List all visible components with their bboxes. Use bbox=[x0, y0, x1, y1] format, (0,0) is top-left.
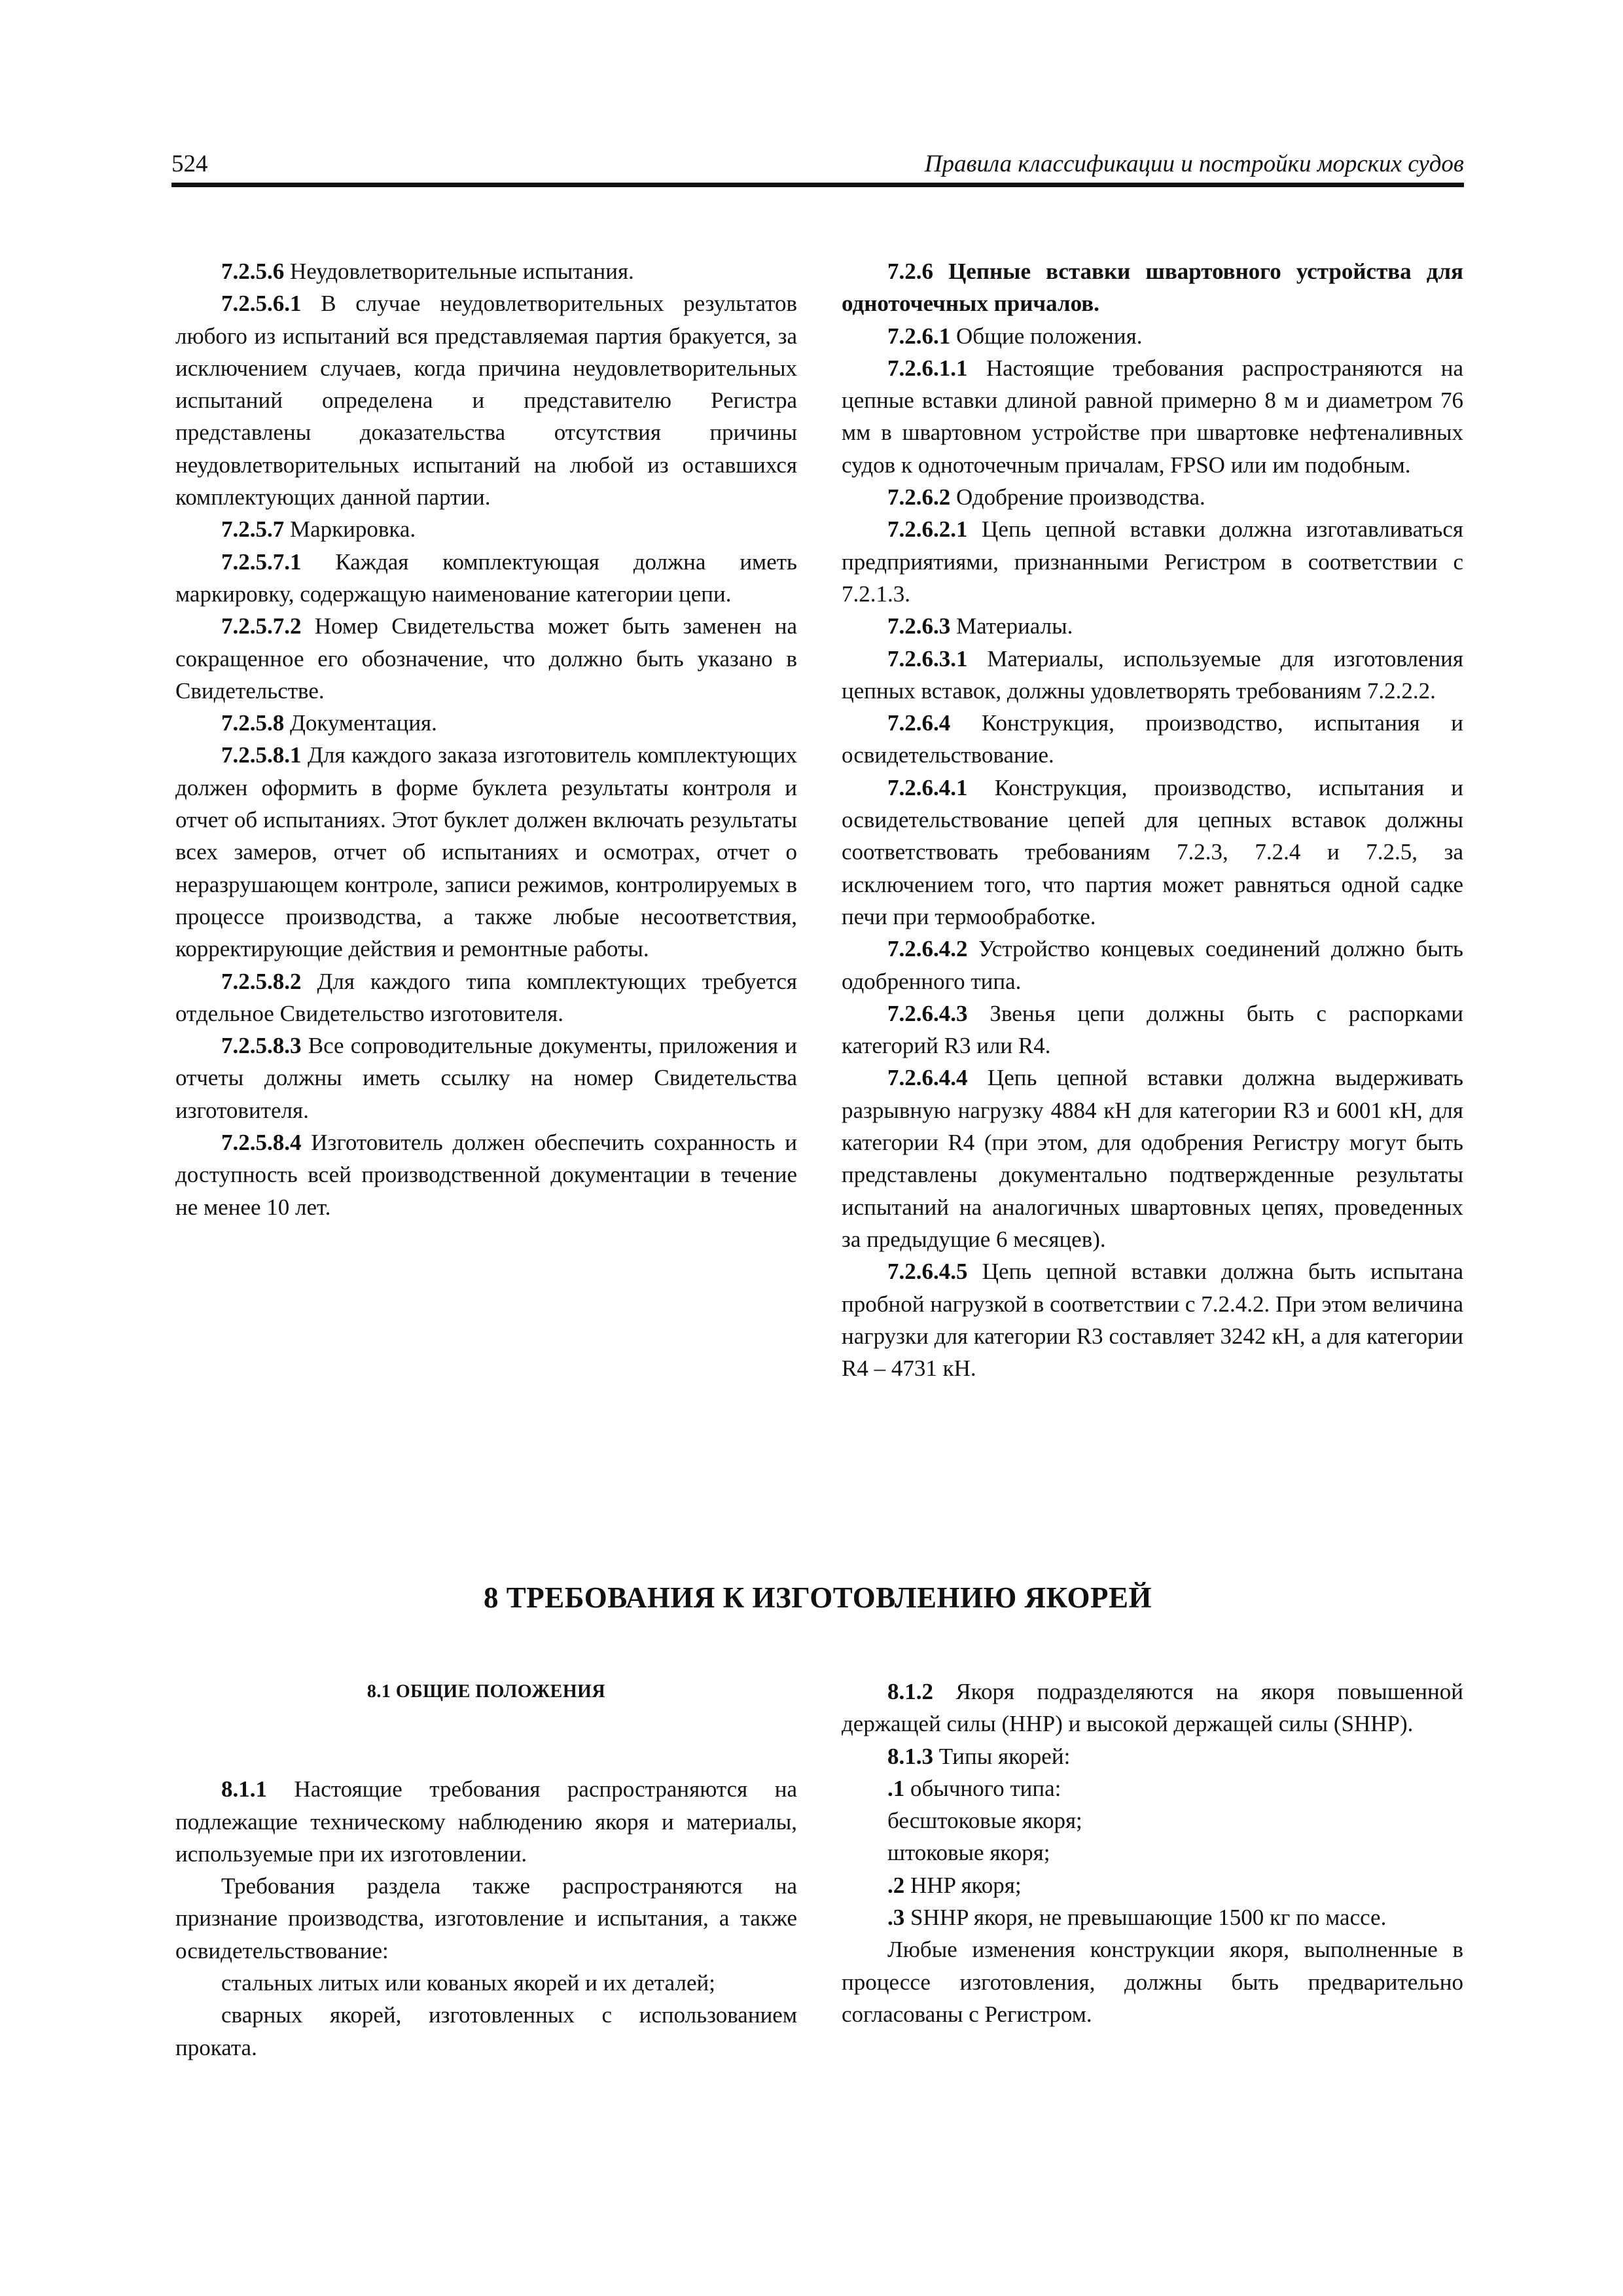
clause-number: 7.2.6.2.1 bbox=[887, 516, 968, 543]
paragraph bbox=[842, 320, 1463, 352]
left-column-top bbox=[175, 255, 797, 1223]
paragraph bbox=[175, 1126, 797, 1223]
paragraph-text: Номер Свидетельства может быть заменен на сокращенное его обозначение, что должно быть указано в Свидетельстве. bbox=[175, 613, 797, 704]
paragraph bbox=[175, 1870, 797, 1967]
clause-number: .3 bbox=[887, 1905, 905, 1931]
paragraph bbox=[842, 1901, 1463, 1933]
paragraph bbox=[175, 1773, 797, 1870]
paragraph-text: Конструкция, производство, испытания и освидетельствование цепей для цепных вставок должны соответствовать требованиям 7.2.3, 7.2.4 и 7.2.5, за исключением того, что партия может равняться одной садке печи при термообработке. bbox=[842, 774, 1463, 929]
paragraph bbox=[842, 1837, 1463, 1869]
paragraph bbox=[842, 1740, 1463, 1772]
left-column-bottom bbox=[175, 1676, 797, 2064]
clause-number: .1 bbox=[887, 1775, 905, 1801]
clause-number: .2 bbox=[887, 1872, 905, 1898]
paragraph bbox=[842, 610, 1463, 642]
paragraph bbox=[842, 707, 1463, 772]
clause-number: 8.1.2 bbox=[887, 1679, 933, 1704]
paragraph bbox=[842, 1933, 1463, 2030]
right-column-bottom bbox=[842, 1676, 1463, 2030]
paragraph bbox=[842, 1676, 1463, 1740]
clause-number: 7.2.5.8 bbox=[221, 710, 285, 736]
paragraph bbox=[175, 1967, 797, 1999]
right-column-top bbox=[842, 255, 1463, 1384]
paragraph-text: Цепь цепной вставки должна быть испытана пробной нагрузкой в соответствии с 7.2.4.2. При этом величина нагрузки для категории R3 составляет 3242 кН, а для категории R4 – 4731 кН. bbox=[842, 1259, 1463, 1382]
paragraph-text: Неудовлетворительные испытания. bbox=[284, 259, 634, 284]
clause-number: 7.2.5.8.3 bbox=[221, 1033, 302, 1059]
clause-number: 7.2.6 bbox=[887, 259, 933, 284]
clause-number: 7.2.6.4.4 bbox=[887, 1065, 968, 1091]
paragraph-text: Цепь цепной вставки должна выдерживать разрывную нагрузку 4884 кН для категории R3 и 6001 кН, для категории R4 (при этом, для одобрения Регистру могут быть представлены документально подтвержденные результаты испытаний на аналогичных швартовных цепях, проведенных за предыдущие 6 месяцев). bbox=[842, 1065, 1463, 1252]
paragraph-text: Маркировка. bbox=[284, 516, 416, 543]
paragraph bbox=[175, 610, 797, 707]
clause-number: 7.2.5.6 bbox=[221, 259, 285, 284]
paragraph-text: Якоря подразделяются на якоря повышенной держащей силы (HHP) и высокой держащей силы (SHHP). bbox=[842, 1679, 1463, 1737]
page-header bbox=[171, 145, 1464, 183]
paragraph-text: Изготовитель должен обеспечить сохранность и доступность всей производственной документации в течение не менее 10 лет. bbox=[175, 1130, 797, 1220]
clause-number: 7.2.5.8.4 bbox=[221, 1130, 302, 1156]
paragraph bbox=[842, 1804, 1463, 1837]
clause-number: 7.2.6.1.1 bbox=[887, 355, 968, 381]
paragraph-text: стальных литых или кованых якорей и их деталей; bbox=[221, 1970, 715, 1996]
clause-number: 7.2.5.7.1 bbox=[221, 548, 302, 575]
clause-number: 7.2.6.4.1 bbox=[887, 774, 968, 800]
page-number: 524 bbox=[171, 151, 208, 177]
paragraph bbox=[175, 739, 797, 965]
paragraph-text: Конструкция, производство, испытания и освидетельствование. bbox=[842, 710, 1463, 768]
paragraph-text: Материалы, используемые для изготовления цепных вставок, должны удовлетворять требованиям 7.2.2.2. bbox=[842, 645, 1463, 704]
paragraph-text: Любые изменения конструкции якоря, выполненные в процессе изготовления, должны быть предварительно согласованы с Регистром. bbox=[842, 1937, 1463, 2027]
paragraph-text: Общие положения. bbox=[950, 323, 1143, 349]
clause-number: 8.1.1 bbox=[221, 1776, 267, 1803]
paragraph bbox=[842, 1772, 1463, 1804]
clause-number: 7.2.6.4.3 bbox=[887, 1000, 968, 1026]
paragraph bbox=[175, 546, 797, 611]
clause-number: 7.2.6.3 bbox=[887, 613, 951, 639]
paragraph-text: штоковые якоря; bbox=[887, 1840, 1050, 1866]
running-title: Правила классификации и постройки морских судов bbox=[924, 151, 1464, 177]
clause-number: 7.2.6.2 bbox=[887, 484, 951, 511]
paragraph-text: бесштоковые якоря; bbox=[887, 1808, 1082, 1834]
paragraph-text: Одобрение производства. bbox=[950, 484, 1205, 511]
paragraph bbox=[175, 287, 797, 513]
paragraph bbox=[842, 1062, 1463, 1255]
paragraph bbox=[842, 481, 1463, 513]
paragraph bbox=[842, 643, 1463, 708]
clause-number: 7.2.5.7 bbox=[221, 516, 285, 543]
paragraph-text: Цепные вставки швартовного устройства для одноточечных причалов. bbox=[842, 259, 1463, 317]
paragraph-text: Настоящие требования распространяются на цепные вставки длиной равной примерно 8 м и диаметром 76 мм в швартовном устройстве при швартовке нефтеналивных судов к одноточечным причалам, FPSO или им подобным. bbox=[842, 355, 1463, 478]
paragraph-text: Все сопроводительные документы, приложения и отчеты должны иметь ссылку на номер Свидетельства изготовителя. bbox=[175, 1033, 797, 1123]
paragraph-text: В случае неудовлетворительных результатов любого из испытаний вся представляемая партия бракуется, за исключением случаев, когда причина неудовлетворительных испытаний определена и представителю Регистра представлены доказательства отсутствия причины неудовлетворительных испытаний на любой из оставшихся комплектующих данной партии. bbox=[175, 291, 797, 511]
clause-number: 7.2.6.4 bbox=[887, 710, 951, 736]
paragraph-text: обычного типа: bbox=[904, 1775, 1061, 1801]
paragraph-text: Звенья цепи должны быть с распорками категорий R3 или R4. bbox=[842, 1000, 1463, 1059]
paragraph bbox=[175, 513, 797, 545]
paragraph bbox=[842, 1255, 1463, 1384]
clause-number: 7.2.6.4.5 bbox=[887, 1259, 968, 1285]
paragraph-text: Для каждого типа комплектующих требуется отдельное Свидетельство изготовителя. bbox=[175, 968, 797, 1026]
clause-number: 7.2.6.4.2 bbox=[887, 936, 968, 962]
subsection-title: 8.1 ОБЩИЕ ПОЛОЖЕНИЯ bbox=[366, 1681, 606, 1702]
clause-number: 7.2.5.7.2 bbox=[221, 613, 302, 639]
paragraph-text: Материалы. bbox=[950, 613, 1073, 639]
paragraph-text: HHP якоря; bbox=[904, 1872, 1022, 1898]
paragraph bbox=[842, 352, 1463, 481]
paragraph bbox=[842, 1869, 1463, 1901]
paragraph-text: Требования раздела также распространяются на признание производства, изготовление и испытания, а также освидетельствование: bbox=[175, 1873, 797, 1964]
paragraph bbox=[175, 1030, 797, 1126]
paragraph bbox=[842, 513, 1463, 610]
clause-number: 7.2.6.1 bbox=[887, 323, 951, 349]
paragraph bbox=[175, 707, 797, 739]
paragraph-text: Документация. bbox=[284, 710, 437, 736]
section-title: 8 ТРЕБОВАНИЯ К ИЗГОТОВЛЕНИЮ ЯКОРЕЙ bbox=[484, 1581, 1152, 1614]
paragraph bbox=[175, 1999, 797, 2064]
paragraph bbox=[842, 997, 1463, 1062]
paragraph bbox=[175, 965, 797, 1030]
paragraph-text: Настоящие требования распространяются на подлежащие техническому наблюдению якоря и материалы, используемые при их изготовлении. bbox=[175, 1776, 797, 1867]
paragraph-text: Каждая комплектующая должна иметь маркировку, содержащую наименование категории цепи. bbox=[175, 548, 797, 607]
paragraph-text: Устройство концевых соединений должно быть одобренного типа. bbox=[842, 936, 1463, 994]
paragraph bbox=[842, 933, 1463, 997]
paragraph-text: Для каждого заказа изготовитель комплектующих должен оформить в форме буклета результаты контроля и отчет об испытаниях. Этот буклет должен включать результаты всех замеров, отчет об испытаниях и осмотрах, отчет о неразрушающем контроле, записи режимов, контролируемых в процессе производства, а также любые несоответствия, корректирующие действия и ремонтные работы. bbox=[175, 742, 797, 962]
header-rule bbox=[171, 183, 1464, 187]
paragraph-text: сварных якорей, изготовленных с использованием проката. bbox=[175, 2002, 797, 2060]
clause-number: 7.2.5.8.1 bbox=[221, 742, 302, 768]
paragraph-text: SHHP якоря, не превышающие 1500 кг по массе. bbox=[904, 1905, 1387, 1931]
clause-number: 7.2.6.3.1 bbox=[887, 645, 968, 672]
paragraph bbox=[175, 255, 797, 287]
paragraph bbox=[842, 772, 1463, 933]
paragraph-text: Цепь цепной вставки должна изготавливаться предприятиями, признанными Регистром в соответствии с 7.2.1.3. bbox=[842, 516, 1463, 607]
paragraph bbox=[842, 255, 1463, 320]
clause-number: 7.2.5.8.2 bbox=[221, 968, 302, 994]
clause-number: 8.1.3 bbox=[887, 1743, 933, 1769]
paragraph-text: Типы якорей: bbox=[933, 1743, 1071, 1769]
clause-number: 7.2.5.6.1 bbox=[221, 291, 302, 317]
